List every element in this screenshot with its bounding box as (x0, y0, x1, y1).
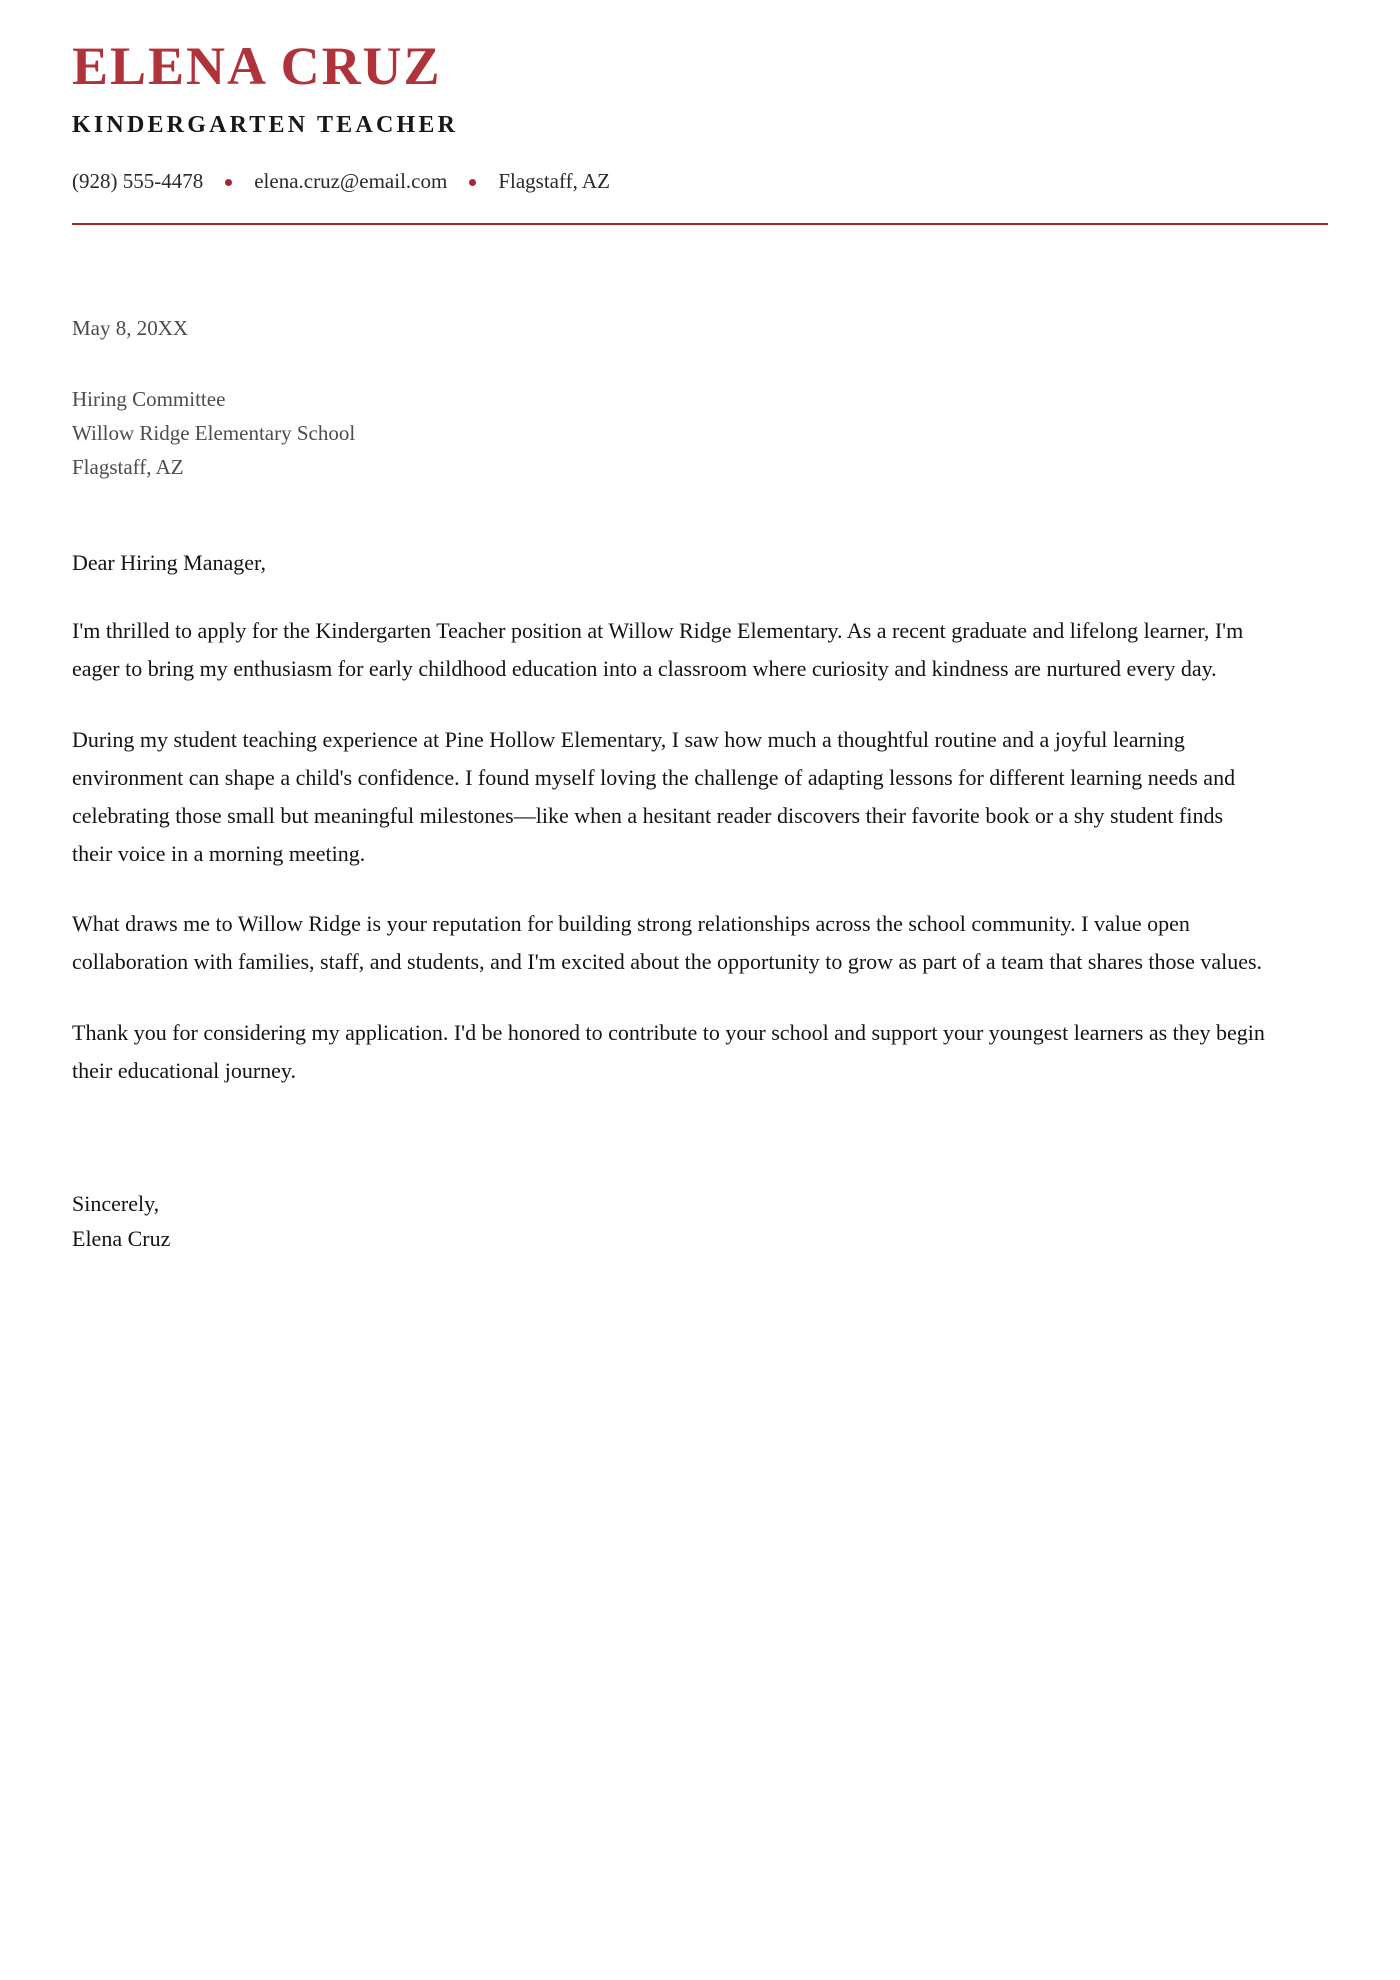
letter-paragraph: Thank you for considering my application. I'd be honored to contribute to your school and support your youngest learners as they begin their educational journey. (72, 1019, 1265, 1083)
valediction: Sincerely, (72, 1190, 160, 1216)
letter-date: May 8, 20XX (72, 315, 189, 340)
letter-header (72, 0, 1328, 225)
letter-paragraph: During my student teaching experience at Pine Hollow Elementary, I saw how much a thoughtful routine and a joyful learning environment can shape a child's confidence. I found myself loving the challenge of adapting lessons for different learning needs and celebrating those small but meaningful milestones—like when a hesitant reader discovers their favorite book or a shy student finds their voice in a morning meeting. (72, 727, 1236, 866)
letter-body (72, 313, 1328, 1257)
contact-line (72, 169, 1328, 194)
letter-paragraph: What draws me to Willow Ridge is your reputation for building strong relationships across the school community. I value open collaboration with families, staff, and students, and I'm excited about the opportunity to grow as part of a team that shares those values. (72, 911, 1263, 975)
header-divider-rule (72, 223, 1328, 225)
bullet-separator-icon (469, 179, 476, 186)
letter-paragraphs (72, 612, 1328, 1089)
bullet-separator-icon (225, 179, 232, 186)
letter-paragraph: I'm thrilled to apply for the Kindergarten Teacher position at Willow Ridge Elementary. As a recent graduate and lifelong learner, I'm eager to bring my enthusiasm for early childhood education into a classroom where curiosity and kindness are nurtured every day. (72, 618, 1244, 682)
applicant-job-title: KINDERGARTEN TEACHER (72, 112, 459, 139)
contact-email: elena.cruz@email.com (254, 168, 448, 193)
signature-name: Elena Cruz (72, 1226, 171, 1252)
contact-phone: (928) 555-4478 (72, 168, 204, 193)
contact-location: Flagstaff, AZ (498, 168, 610, 193)
letter-closing (72, 1186, 1328, 1257)
recipient-location: Flagstaff, AZ (72, 455, 184, 480)
recipient-name: Hiring Committee (72, 387, 226, 412)
recipient-block (72, 382, 1328, 484)
letter-salutation: Dear Hiring Manager, (72, 550, 266, 576)
applicant-name: ELENA CRUZ (72, 36, 442, 96)
recipient-organization: Willow Ridge Elementary School (72, 421, 356, 446)
